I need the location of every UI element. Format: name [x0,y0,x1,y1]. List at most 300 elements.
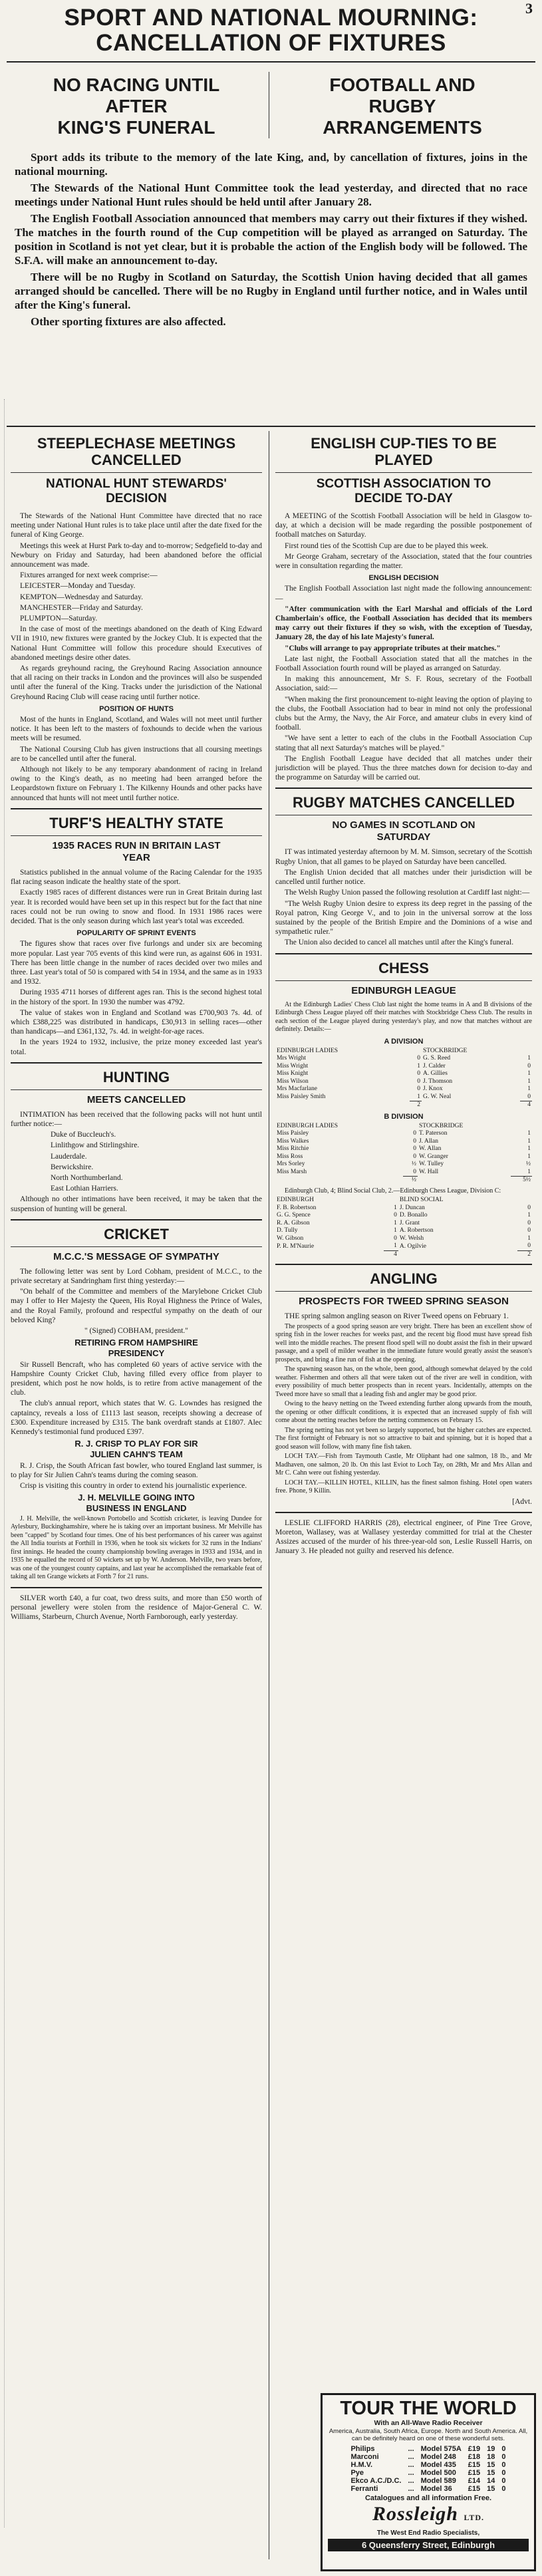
table-cell: ½ [403,1177,418,1185]
chess-table-a [275,1048,532,1109]
price-cell: 0 [501,2453,506,2461]
cricket-body [11,1267,262,1582]
rugby-heading: RUGBY MATCHES CANCELLED [292,794,515,811]
divider [275,953,532,954]
price-row [347,2469,509,2477]
right-deck-line-1: FOOTBALL AND [329,74,475,95]
table-cell: P. R. M'Naurie [277,1242,315,1250]
paragraph: MANCHESTER—Friday and Saturday. [20,603,143,612]
chess-table-c [275,1197,532,1258]
table-cell: 0 [413,1145,416,1153]
table-cell: G. G. Spence [277,1212,311,1219]
table-cell: ½ [525,1161,531,1168]
table-cell: 0 [527,1062,531,1070]
paragraph: THE spring salmon angling season on River Tweed opens on February 1. [285,1312,509,1321]
table-cell: 1 [527,1212,531,1219]
price-cell: 0 [501,2469,506,2477]
table-row [275,1169,532,1177]
pack-item: Lauderdale. [51,1152,87,1161]
price-cell: Model 248 [420,2453,456,2461]
table-row [275,1242,532,1250]
table-cell: Mrs Wright [277,1055,307,1062]
table-cell: W. Allan [418,1145,442,1153]
table-row [275,1145,532,1153]
turf-heading: TURF'S HEALTHY STATE [49,814,223,831]
paragraph: "We have sent a letter to each of the clubs in the Football Association Cup stating that all next Saturday's matches will be played." [275,734,532,752]
paragraph: The spring netting has not yet been so largely supported, but the higher catches are expected. The first fortnight of February is not so attractive to bait and spinning, but it is hoped that a good season will follow, with many fine fish taken. [275,1426,532,1451]
price-cell: 0 [501,2485,506,2493]
paragraph: LOCH TAY.—Fish from Taymouth Castle, Mr Oliphant had one salmon, 18 lb., and Mr Madhaven, one salmon, 20 lb. On this last Eviot to Loch Tay, on 28th, Mr and Mrs Allan and Mr C. Cahn were out fishing yesterday. [275,1453,532,1477]
table-total [275,1177,532,1185]
price-cell: Marconi [350,2453,379,2461]
table-cell: STOCKBRIDGE [418,1122,464,1129]
paragraph: The following letter was sent by Lord Cobham, president of M.C.C., to the private secretary at Sandringham first thing yesterday:— [11,1267,262,1285]
price-cell: £15 [468,2485,481,2493]
table-cell: 5½ [511,1177,532,1185]
table-total [275,1101,532,1109]
cricket-sub: M.C.C.'S MESSAGE OF SYMPATHY [53,1250,219,1262]
table-cell: 0 [413,1168,416,1175]
paragraph: At the Edinburgh Ladies' Chess Club last night the home teams in A and B divisions of the Edinburgh Chess League played off their matches with Stockbridge Chess Club. The results in each section of the League played during yesterday's play, and now that matches without are definitely. Details:— [275,1000,532,1034]
paragraph: IT was intimated yesterday afternoon by M. M. Simson, secretary of the Scottish Rugby Union, that all games to be played on Saturday have been cancelled. [275,848,532,866]
paragraph: The value of stakes won in England and Scotland was £700,903 7s. 4d. of which £388,225 was distributed in handicaps, £30,913 in selling races—other than handicaps—and £361,132, 7s. 4d. in weight-for-age races. [11,1008,262,1036]
paragraph: The English Football League have decided that all matches under their jurisdiction will be played. Thus the three matches down for decision to-day and the programme on Saturday will be carried out. [275,754,532,782]
price-cell: ... [408,2445,414,2453]
left-deck-line-3: KING'S FUNERAL [57,117,215,138]
table-cell: Miss Ritchie [277,1145,309,1153]
paragraph: SILVER worth £40, a fur coat, two dress suits, and more than £50 worth of personal jewellery were stolen from the residence of Major-General C. W. Williams, Starbeurn, Church Avenue, North Farnborough, early yesterday. [11,1594,262,1622]
paragraph: The spawning season has, on the whole, been good, although somewhat delayed by the cold weather. Fishermen and others all that were taken out of the river are well in condition, with every possibility of much better prospects than in recent years. Incidentally, attempts on the Tweed more have so small that a leading fish and angler may be good prior. [275,1365,532,1398]
table-cell: J. Thomson [423,1077,453,1085]
cricket-heading: CRICKET [104,1225,169,1242]
lead-story [15,150,527,331]
hunts-subheading: POSITION OF HUNTS [99,704,174,713]
price-cell: Model 435 [420,2461,456,2469]
table-cell: W. Welsh [399,1234,424,1242]
paragraph: Most of the hunts in England, Scotland, and Wales will not meet until further notice. It has been left to the masters of foxhounds to decide when the various meets will be resumed. [11,716,262,743]
pack-item: Linlithgow and Stirlingshire. [51,1141,140,1150]
table-cell: 1 [527,1137,531,1145]
divider [11,1587,262,1588]
table-cell: R. A. Gibson [277,1219,310,1226]
angling-body [275,1312,532,1506]
turf-body [11,868,262,1057]
table-cell: 1 [394,1242,397,1250]
paragraph: Crisp is visiting this country in order to extend his journalistic experience. [20,1482,247,1491]
table-cell: 4 [384,1250,398,1258]
divider [275,472,532,473]
cup-ties-heading-1: ENGLISH CUP-TIES TO BE [311,435,497,452]
divider [275,787,532,789]
table-cell: 0 [417,1070,421,1077]
price-cell: Ekco A.C./D.C. [350,2477,402,2485]
advert-tag: [Advt. [512,1497,532,1506]
paragraph: As regards greyhound racing, the Greyhound Racing Association announce that all racing on their tracks in London and the provinces will also be suspended until after the funeral of the King. Tracks under the jurisdiction of the National Greyhound Racing Club will cease racing until further notice. [11,664,262,701]
table-cell: Miss Paisley Smith [277,1093,326,1100]
table-cell: EDINBURGH LADIES [277,1047,339,1054]
clifford-body [275,1518,532,1556]
paragraph: "The Welsh Rugby Union desire to express its deep regret in the passing of the Royal patron, King George V., and to join in the universal sorrow at the loss sustained by the people of the British Empire and the Dominions of a wise and sympathetic ruler." [275,899,532,936]
paragraph: First round ties of the Scottish Cup are due to be played this week. [285,541,488,550]
lead-paragraph: The Stewards of the National Hunt Committee took the lead yesterday, and directed that no race meetings under National Hunt rules should be held until after January 28. [15,182,527,208]
table-cell: 0 [394,1234,397,1242]
hunting-sub: MEETS CANCELLED [86,1093,186,1105]
table-row [275,1063,532,1071]
right-deck [293,74,512,138]
steeplechase-sub-1: NATIONAL HUNT STEWARDS' [46,477,227,491]
table-cell: 2 [517,1250,532,1258]
paragraph: Meetings this week at Hurst Park to-day and to-morrow; Sedgefield to-day and Newbury on Friday and Saturday, had been abandoned before the official announcement was made. [11,541,262,569]
table-row [275,1153,532,1161]
table-cell: 1 [527,1070,531,1077]
price-cell: 0 [501,2461,506,2469]
price-cell: £18 [468,2453,481,2461]
price-cell: £14 [468,2477,481,2485]
table-cell: T. Paterson [418,1130,448,1137]
price-cell: Model 36 [420,2485,452,2493]
table-row [275,1227,532,1235]
table-cell: 0 [527,1204,531,1211]
table-cell: Miss Ross [277,1153,303,1160]
divider [11,1219,262,1220]
table-cell: J. Grant [399,1219,420,1226]
chess-sub: EDINBURGH LEAGUE [351,984,456,996]
chess-body [275,1001,532,1259]
table-cell: Miss Knight [277,1070,309,1077]
price-cell: H.M.V. [350,2461,373,2469]
melville-subheading-2: BUSINESS IN ENGLAND [86,1503,187,1514]
table-cell: J. Calder [423,1062,446,1070]
paragraph: The club's annual report, which states that W. G. Lowndes has resigned the captaincy, reveals a loss of £1113 last season, receipts showing a decrease of £300. Expenditure increased by £315. The bank overdraft stands at £1807. Alec Kennedy's testimonial fund produced £397. [11,1399,262,1437]
divider [11,1246,262,1247]
price-cell: 18 [487,2453,495,2461]
table-cell: 0 [527,1093,531,1100]
paragraph: "After communication with the Earl Marshal and officials of the Lord Chamberlain's office, the Football Association has decided that its members may carry out their fixtures if they so wish, with the exception of Tuesday, January 28, the day of his late Majesty's funeral. [275,605,532,642]
table-cell: A. Ogilvie [399,1242,427,1250]
steeplechase-sub-2: DECISION [106,492,167,505]
table-header [275,1197,532,1205]
table-cell: Miss Wilson [277,1077,309,1085]
chess-division-a: A DIVISION [384,1037,424,1046]
lead-paragraph: Other sporting fixtures are also affected. [31,315,226,328]
table-cell: J. Duncan [399,1204,425,1211]
table-row [275,1130,532,1138]
table-row [275,1235,532,1243]
price-cell: Ferranti [350,2485,378,2493]
paragraph: LOCH TAY.—KILLIN HOTEL, KILLIN, has the finest salmon fishing. Hotel open waters free. Phone, 9 Killin. [275,1479,532,1495]
table-cell: A. Robertson [399,1227,434,1234]
advert-title: TOUR THE WORLD [340,2398,517,2419]
paragraph: Although no other intimations have been received, it may be taken that the suspension of hunting will be general. [11,1195,262,1213]
paragraph: The prospects of a good spring season are very bright. There has been an excellent show of spring fish in the lower reaches for weeks past, and the recent big flood must have spread fish well into the middle reaches. The present flood spell will no doubt assist the fish in their upward passage, and a spell of milder weather in the immediate future would greatly assist the season's prospects, and bring a fine run of fish at the opening. [275,1322,532,1363]
table-row [275,1078,532,1086]
table-cell: 0 [417,1077,421,1085]
paragraph: During 1935 4711 horses of different ages ran. This is the second highest total in the history of the sport. In 1930 the number was 4792. [11,988,262,1006]
price-cell: Philips [350,2445,375,2453]
table-row [275,1212,532,1220]
paragraph: The English Football Association last night made the following announcement:— [275,585,532,603]
crisp-subheading-1: R. J. CRISP TO PLAY FOR SIR [74,1439,198,1449]
table-row [275,1161,532,1169]
rugby-sub-1: NO GAMES IN SCOTLAND ON [332,819,475,831]
price-row [347,2485,509,2493]
logo-text: Rossleigh [372,2503,458,2525]
table-cell: Miss Marsh [277,1169,307,1176]
paragraph: Mr George Graham, secretary of the Association, stated that the four countries were in consultation regarding the matter. [275,552,532,571]
table-cell: STOCKBRIDGE [423,1047,468,1054]
price-cell: 15 [487,2485,495,2493]
table-cell: 1 [527,1234,531,1242]
table-cell: 1 [417,1062,421,1070]
price-cell: 15 [487,2469,495,2477]
paragraph: " (Signed) COBHAM, president." [84,1327,188,1335]
table-cell: D. Bonallo [399,1212,428,1219]
paragraph: INTIMATION has been received that the following packs will not hunt until further notice:— [11,1110,262,1128]
paragraph: A MEETING of the Scottish Football Association will be held in Glasgow to-day, at which a decision will be made regarding the possible postponement of football matches on Saturday. [275,512,532,539]
divider [11,835,262,836]
paragraph: Statistics published in the annual volume of the Racing Calendar for the 1935 flat racing season indicate the healthy state of the sport. [11,868,262,887]
right-deck-line-3: ARRANGEMENTS [323,117,482,138]
page-edge [0,399,5,2527]
table-cell: 1 [527,1077,531,1085]
advert-address: 6 Queensferry Street, Edinburgh [328,2539,529,2551]
table-cell: 0 [394,1212,397,1219]
table-cell: F. B. Robertson [277,1204,317,1211]
lead-paragraph: The English Football Association announced that members may carry out their fixtures if they wished. The matches in the fourth round of the Cup competition will be played as arranged on Saturday. The position in Scotland is not yet clear, but it is probable the action of the English body will be followed. The S.F.A. will make an announcement to-day. [15,212,527,267]
price-cell: ... [408,2453,414,2461]
paragraph: Fixtures arranged for next week comprise:— [20,571,158,580]
banner-rule [7,61,535,63]
divider [11,808,262,809]
divider [11,1062,262,1064]
table-cell: W. Gibson [277,1234,304,1242]
table-cell: 1 [394,1227,397,1234]
table-cell: 1 [527,1168,531,1175]
advert-address-line: The West End Radio Specialists, [376,2529,480,2537]
angling-sub: PROSPECTS FOR TWEED SPRING SEASON [299,1296,509,1308]
banner-line-1: SPORT AND NATIONAL MOURNING: [64,5,478,31]
steeplechase-heading-1: STEEPLECHASE MEETINGS [37,435,236,452]
price-cell: ... [408,2485,414,2493]
table-cell: 1 [527,1153,531,1160]
table-cell: EDINBURGH LADIES [277,1122,339,1129]
table-cell: EDINBURGH [277,1197,314,1204]
table-cell: D. Tully [277,1227,298,1234]
rugby-sub-2: SATURDAY [376,831,431,843]
chess-table-b [275,1123,532,1185]
paragraph: Edinburgh Club, 4; Blind Social Club, 2.—Edinburgh Chess League, Division C: [285,1187,501,1195]
table-cell: Mrs Sorley [277,1161,305,1168]
table-cell: 1 [417,1093,421,1100]
retire-subheading-1: RETIRING FROM HAMPSHIRE [74,1338,198,1348]
paragraph: Owing to the heavy netting on the Tweed extending further along upwards from the mouth, the opening or other difficult conditions, it is expected that an increased supply of fish will come about the netting reaches before the netting commences on February 15. [275,1400,532,1425]
paragraph: LEICESTER—Monday and Tuesday. [20,582,136,591]
right-column [275,435,532,1558]
paragraph: Exactly 1985 races of different distances were run in Great Britain during last year. It is recorded would have been set up in this respect but for the fact that nine races could not be run owing to snow and flood. In 1931 1986 races were decided. That is the only season during which last year's total was exceeded. [11,889,262,925]
table-row [275,1138,532,1146]
pack-item: East Lothian Harriers. [51,1185,118,1193]
banner-line-2: CANCELLATION OF FIXTURES [96,30,446,56]
table-cell: W. Granger [418,1153,448,1160]
paragraph: "Clubs will arrange to pay appropriate tributes at their matches." [285,644,501,652]
table-row [275,1205,532,1213]
left-deck-line-1: NO RACING UNTIL [53,74,220,95]
divider [275,980,532,981]
table-cell: 4 [520,1101,532,1109]
divider [275,1512,532,1513]
price-cell: 0 [501,2445,506,2453]
divider [11,472,262,473]
paragraph: The Welsh Rugby Union passed the following resolution at Cardiff last night:— [285,889,530,897]
table-cell: 1 [527,1055,531,1062]
paragraph: Although not likely to be any temporary abandonment of racing in Ireland owing to the King's death, as no meeting had been arranged before the Leopardstown fixture on February 1. The Kilkenny Hounds and other packs have announced that hunts will not meet until further notice. [11,766,262,802]
advert-description: America, Australia, South Africa, Europe. North and South America. All, can be definitely heard on one of these wonderful sets. [329,2428,528,2442]
cup-ties-body [275,511,532,782]
price-cell: 19 [487,2445,495,2453]
price-cell: £15 [468,2469,481,2477]
table-row [275,1085,532,1093]
rugby-body [275,847,532,947]
sprint-subheading: POPULARITY OF SPRINT EVENTS [76,929,196,938]
paragraph: In making this announcement, Mr S. F. Rous, secretary of the Football Association, said:— [275,675,532,693]
hunting-body [11,1110,262,1214]
table-cell: J. Allan [418,1137,438,1145]
cup-ties-sub-2: DECIDE TO-DAY [354,492,453,505]
price-cell: Model 500 [420,2469,456,2477]
table-cell: 0 [527,1242,531,1250]
english-decision-subheading: ENGLISH DECISION [368,574,439,583]
price-cell: ... [408,2477,414,2485]
advert-footer: Catalogues and all information Free. [364,2494,492,2502]
table-cell: Miss Walkes [277,1137,309,1145]
left-deck-line-2: AFTER [105,96,168,116]
table-cell: 0 [417,1055,421,1062]
table-cell: 1 [394,1219,397,1226]
table-cell: G. W. Neal [423,1093,452,1100]
logo-tag: LTD. [464,2513,485,2522]
paragraph: The Stewards of the National Hunt Committee have directed that no race meeting under National Hunt rules is to take place until after the date fixed for the funeral of King George. [11,512,262,539]
paragraph: The English Union decided that all matches under their jurisdiction will be cancelled until further notice. [275,868,532,887]
paragraph: J. H. Melville, the well-known Portobello and Scottish cricketer, is leaving Dundee for Aylesbury, Buckinghamshire, where he is taking over an important business. Mr Melville has been "capped" by Scotland four times. One of his best performances of his career was against the All India tourists at Forthill in 1936, when he took six wickets for 32 runs in the Indians' first innings. He headed the county championship bowling averages in 1933 and 1934, and in 1935 he equalled the record of 50 wickets set up by W. Anderson. Melville, two years before, was one of the youngest county captains, and last year he accomplished the remarkable feat of taking all ten Grange wickets at Forth 7 for 21 runs. [11,1514,262,1581]
retire-subheading-2: PRESIDENCY [108,1348,165,1359]
price-cell: 14 [487,2477,495,2485]
rossleigh-logo [323,2503,534,2529]
melville-subheading-1: J. H. MELVILLE GOING INTO [78,1493,195,1503]
price-cell: Model 575A [420,2445,462,2453]
price-cell: Model 589 [420,2477,456,2485]
table-header [275,1123,532,1131]
pack-item: Duke of Buccleuch's. [51,1131,116,1139]
turf-sub-2: YEAR [122,851,150,863]
price-cell: £19 [468,2445,481,2453]
chess-heading: CHESS [378,959,429,976]
price-cell: Pye [350,2469,364,2477]
paragraph: Sir Russell Bencraft, who has completed 60 years of active service with the Hampshire County Cricket Club, having filled every office from player to president, which post he now holds, is to retire from active management of the club. [11,1360,262,1397]
paragraph: The figures show that races over five furlongs and under six are becoming more popular. Last year 705 events of this kind were run, as against 606 in 1931. There has been little change in the number of races decided over two miles and three. Last year's total of 50 is compared with 54 in 1934, and the same as in 1933 and 1932. [11,940,262,986]
paragraph: Late last night, the Football Association stated that all the matches in the Football Association fourth round will be played as arranged on Saturday. [275,654,532,673]
paragraph: The Union also decided to cancel all matches until after the King's funeral. [285,938,514,947]
table-cell: 0 [527,1227,531,1234]
price-cell: 15 [487,2461,495,2469]
angling-heading: ANGLING [370,1270,438,1288]
advert-subtitle: With an All-Wave Radio Receiver [374,2419,483,2427]
table-cell: Mrs Macfarlane [277,1085,317,1093]
price-row [347,2445,509,2453]
paragraph: R. J. Crisp, the South African fast bowler, who toured England last summer, is to play for Sir Julien Cahn's teams during the coming season. [11,1461,262,1479]
left-column [11,435,262,1623]
table-cell: 1 [527,1130,531,1137]
table-cell: ½ [411,1161,416,1168]
cup-ties-sub-1: SCOTTISH ASSOCIATION TO [316,477,491,491]
lead-paragraph: There will be no Rugby in Scotland on Saturday, the Scottish Union having decided that all games arranged should be cancelled. There will be no Rugby in England until further notice, and in Wales until after the King's funeral. [15,271,527,311]
paragraph: "On behalf of the Committee and members of the Marylebone Cricket Club may I offer to Her Majesty the Queen, His Royal Highness the Prince of Wales, and the Royal Family, profound and respectful sympathy on the death of our beloved King? [11,1288,262,1324]
table-total [275,1250,532,1258]
paragraph: "When making the first pronouncement to-night leaving the option of playing to the clubs, the Football Association had to bear in mind not only the professional clubs but the Army, the Navy, the Air Force, and amateur clubs in every kind of football. [275,695,532,732]
table-cell: J. Knox [423,1085,443,1093]
lead-rule [7,426,535,427]
divider [11,1089,262,1090]
paragraph: The National Coursing Club has given instructions that all coursing meetings are to be cancelled until after the funeral. [11,745,262,763]
table-cell: 0 [417,1085,421,1093]
table-row [275,1093,532,1101]
divider [275,1264,532,1265]
table-cell: 1 [394,1204,397,1211]
price-cell: 0 [501,2477,506,2485]
table-cell: 1 [527,1085,531,1093]
page-banner [7,5,535,56]
turf-sub-1: 1935 RACES RUN IN BRITAIN LAST [52,839,221,851]
divider [275,1291,532,1292]
table-row [275,1055,532,1063]
steeplechase-body [11,511,262,803]
paragraph: In the years 1924 to 1932, inclusive, the prize money exceeded last year's total. [11,1038,262,1056]
paragraph: KEMPTON—Wednesday and Saturday. [20,593,143,601]
steeplechase-heading-2: CANCELLED [91,452,182,468]
cup-ties-heading-2: PLAYED [374,452,433,468]
table-row [275,1220,532,1228]
price-cell: ... [408,2469,414,2477]
table-cell: Miss Wright [277,1062,309,1070]
table-cell: G. S. Reed [423,1055,451,1062]
table-cell: 0 [413,1153,416,1160]
price-row [347,2453,509,2461]
silver-theft-body [11,1594,262,1622]
table-cell: Miss Paisley [277,1130,309,1137]
paragraph: LESLIE CLIFFORD HARRIS (28), electrical engineer, of Pine Tree Grove, Moreton, Wallasey, was at Wallasey yesterday committed for trial at the Chester Assizes accused of the murder of his three-year-old son, Leslie Russell Harris, on January 3. He pleaded not guilty and reserved his defence. [275,1518,532,1556]
price-row [347,2461,509,2469]
price-cell: ... [408,2461,414,2469]
pack-item: North Northumberland. [51,1173,123,1182]
table-cell: A. Gillies [423,1070,448,1077]
table-row [275,1070,532,1078]
right-deck-line-2: RUGBY [368,96,436,116]
paragraph: In the case of most of the meetings abandoned on the death of King Edward VII in 1910, new fixtures were granted by the Jockey Club. It is expected that the National Hunt Committee will follow this procedure should Executives of abandoned meetings desire other dates. [11,625,262,662]
radio-advert [321,2393,536,2571]
table-cell: BLIND SOCIAL [399,1197,444,1204]
advert-price-list [347,2445,509,2493]
table-cell: 0 [527,1219,531,1226]
price-cell: £15 [468,2461,481,2469]
page-number: 3 [525,0,533,17]
hunting-heading: HUNTING [102,1068,170,1085]
table-header [275,1048,532,1056]
table-cell: 2 [410,1101,422,1109]
table-cell: 0 [413,1137,416,1145]
table-cell: 1 [527,1145,531,1153]
left-deck [27,74,246,138]
chess-division-b: B DIVISION [384,1112,424,1121]
price-row [347,2477,509,2485]
